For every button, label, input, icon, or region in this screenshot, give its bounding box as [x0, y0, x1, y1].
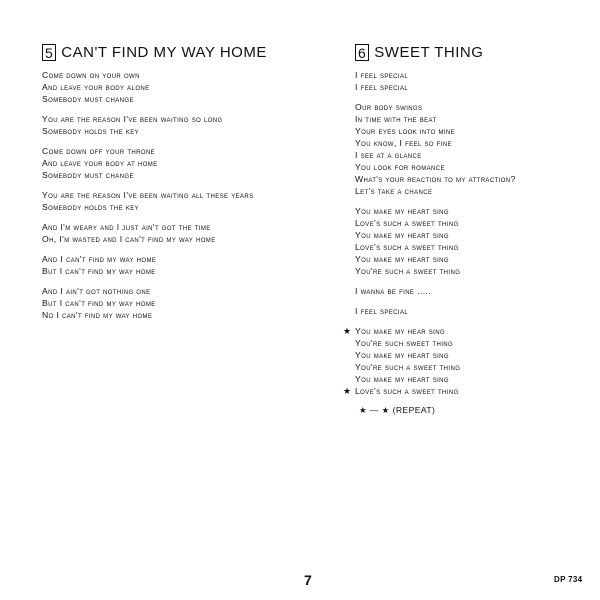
- song-5-title: [42, 44, 312, 61]
- lyric-line: You're such a sweet thing: [355, 266, 461, 276]
- lyric-line: Somebody holds the key: [42, 202, 140, 212]
- lyric-stanza: [355, 305, 595, 317]
- song-number-box: 5: [42, 44, 56, 61]
- lyric-stanza: [355, 69, 595, 93]
- lyric-line: Somebody must change: [42, 170, 134, 180]
- lyric-stanza: [42, 253, 312, 277]
- lyric-line: But I can't find my way home: [42, 266, 156, 276]
- lyric-line: And leave your body alone: [42, 82, 150, 92]
- lyric-stanza: [355, 205, 595, 277]
- lyric-line: Love's such a sweet thing: [355, 242, 459, 252]
- lyric-line: I feel special: [355, 82, 409, 92]
- song-number-box: 6: [355, 44, 369, 61]
- song-title-text: CAN'T FIND MY WAY HOME: [61, 44, 267, 61]
- lyric-line: You make my heart sing: [355, 254, 449, 264]
- lyric-line: Love's such a sweet thing: [355, 218, 459, 228]
- lyric-line: Come down off your throne: [42, 146, 156, 156]
- lyric-line: What's your reaction to my attraction?: [355, 174, 516, 184]
- song-6-lyrics: [343, 69, 595, 397]
- lyric-line-text: You make my hear sing: [355, 326, 446, 336]
- lyric-line: Somebody must change: [42, 94, 134, 104]
- lyric-line: You are the reason I've been waiting all these years: [42, 190, 254, 200]
- lyric-line: No I can't find my way home: [42, 310, 153, 320]
- lyric-line: Somebody holds the key: [42, 126, 140, 136]
- lyric-line: I feel special: [355, 70, 409, 80]
- star-icon: ★: [343, 386, 352, 396]
- song-title-text: SWEET THING: [374, 44, 484, 61]
- lyric-stanza: [42, 113, 312, 137]
- lyric-line: And I can't find my way home: [42, 254, 157, 264]
- lyric-line: You're such sweet thing: [355, 338, 454, 348]
- lyric-line-text: Love's such a sweet thing: [355, 386, 459, 396]
- lyric-line: Our body swings: [355, 102, 423, 112]
- catalog-number: DP 734: [554, 575, 583, 584]
- song-5-lyrics: [42, 69, 312, 321]
- song-6-column: [343, 44, 595, 416]
- lyric-line: You're such a sweet thing: [355, 362, 461, 372]
- lyric-stanza: [42, 221, 312, 245]
- lyric-stanza: [42, 69, 312, 105]
- lyric-line: [343, 385, 595, 397]
- star-icon: ★: [343, 326, 352, 336]
- lyric-line: You look for romance: [355, 162, 445, 172]
- lyric-line: I feel special: [355, 306, 409, 316]
- lyric-line: And I ain't got nothing one: [42, 286, 151, 296]
- repeat-note: ★ — ★ (REPEAT): [359, 405, 436, 415]
- lyric-line: Your eyes look into mine: [355, 126, 456, 136]
- lyric-line: You make my heart sing: [355, 206, 449, 216]
- lyric-stanza: [42, 145, 312, 181]
- page-number: 7: [304, 572, 312, 588]
- lyric-line: You make my heart sing: [355, 350, 449, 360]
- lyric-line: [343, 325, 595, 337]
- lyric-line: You know, I feel so fine: [355, 138, 453, 148]
- lyric-line: I wanna be fine .....: [355, 286, 432, 296]
- song-6-title: [355, 44, 595, 61]
- lyric-line: Oh, I'm wasted and I can't find my way home: [42, 234, 216, 244]
- lyric-line: And leave your body at home: [42, 158, 158, 168]
- lyric-stanza: [42, 189, 312, 213]
- lyric-line: And I'm weary and I just ain't got the time: [42, 222, 211, 232]
- lyric-line: Let's take a chance: [355, 186, 433, 196]
- lyric-line: But I can't find my way home: [42, 298, 156, 308]
- lyric-stanza: [343, 325, 595, 397]
- lyric-line: Come down on your own: [42, 70, 140, 80]
- song-5-column: [42, 44, 312, 329]
- lyric-stanza: [42, 285, 312, 321]
- lyric-line: You are the reason I've been waiting so long: [42, 114, 223, 124]
- lyric-line: In time with the beat: [355, 114, 437, 124]
- lyric-stanza: [355, 285, 595, 297]
- lyric-line: You make my heart sing: [355, 374, 449, 384]
- lyric-line: I see at a glance: [355, 150, 422, 160]
- lyric-line: You make my heart sing: [355, 230, 449, 240]
- lyric-stanza: [355, 101, 595, 197]
